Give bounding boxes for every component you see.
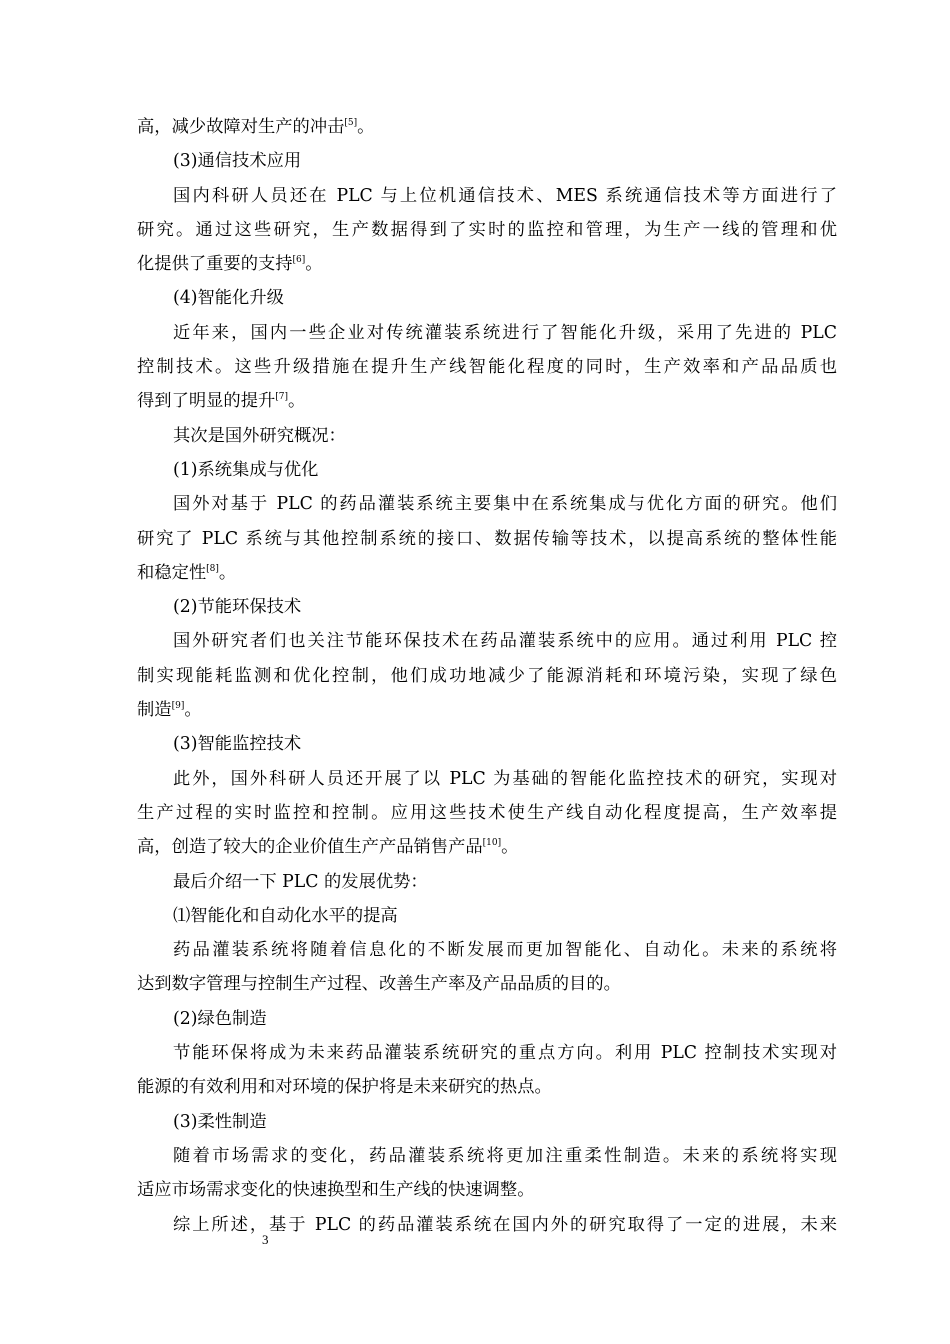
- text-line: [137, 967, 837, 1001]
- paragraph: [137, 487, 837, 590]
- line-punctuation: 。: [305, 254, 323, 275]
- paragraph: [137, 1139, 837, 1208]
- section-heading: [137, 1002, 837, 1036]
- line-text: 国外对基于 PLC 的药品灌装系统主要集中在系统集成与优化方面的研究。他们: [173, 494, 837, 515]
- heading-text: [137, 419, 837, 453]
- citation-reference: [7]: [275, 392, 289, 403]
- heading-text: [137, 727, 837, 761]
- line-punctuation: 。: [501, 837, 519, 858]
- paragraph: [137, 316, 837, 419]
- text-line: [137, 1173, 837, 1207]
- text-line: [137, 384, 837, 418]
- line-text: 高，减少故障对生产的冲击: [137, 117, 345, 137]
- text-line: [137, 624, 837, 658]
- text-line: [137, 693, 837, 727]
- heading-text: [137, 865, 837, 899]
- paragraph: [137, 762, 837, 865]
- line-text: 其次是国外研究概况：: [173, 425, 346, 446]
- text-line: [137, 1070, 837, 1104]
- line-text: 药品灌装系统将随着信息化的不断发展而更加智能化、自动化。未来的系统将: [173, 940, 837, 961]
- line-text: (2)节能环保技术: [173, 597, 302, 618]
- citation-reference: [9]: [171, 701, 185, 712]
- line-punctuation: 。: [218, 562, 237, 583]
- line-punctuation: 。: [184, 700, 202, 721]
- line-text: 适应市场需求变化的快速换型和生产线的快速调整。: [137, 1180, 535, 1201]
- line-text: (1)系统集成与优化: [173, 459, 319, 480]
- line-text: 制造: [137, 700, 172, 721]
- line-text: 制实现能耗监测和优化控制，他们成功地减少了能源消耗和环境污染，实现了绿色: [137, 665, 837, 686]
- section-heading: [137, 419, 837, 453]
- line-text: (3)智能监控技术: [173, 734, 302, 755]
- line-text: 综上所述，基于 PLC 的药品灌装系统在国内外的研究取得了一定的进展，未来: [173, 1214, 837, 1235]
- line-text: 研究。通过这些研究，生产数据得到了实时的监控和管理，为生产一线的管理和优: [137, 219, 837, 240]
- section-heading: [137, 727, 837, 761]
- text-line: [137, 796, 837, 830]
- text-line: [137, 350, 837, 384]
- text-line: [137, 316, 837, 350]
- text-line: [137, 179, 837, 213]
- heading-text: [137, 281, 837, 315]
- line-text: 高，创造了较大的企业价值生产产品销售产品: [137, 837, 483, 858]
- line-text: (4)智能化升级: [173, 288, 284, 309]
- text-line: [137, 659, 837, 693]
- line-text: 达到数字管理与控制生产过程、改善生产率及产品品质的目的。: [137, 974, 621, 995]
- citation-reference: [10]: [482, 838, 502, 849]
- line-text: 国外研究者们也关注节能环保技术在药品灌装系统中的应用。通过利用 PLC 控: [173, 631, 837, 652]
- text-line: [137, 522, 837, 556]
- line-text: 国内科研人员还在 PLC 与上位机通信技术、MES 系统通信技术等方面进行了: [173, 185, 837, 206]
- text-line: [137, 247, 837, 281]
- line-text: 和稳定性: [137, 562, 207, 583]
- section-heading: [137, 281, 837, 315]
- body-text: [137, 110, 837, 1242]
- section-heading: [137, 453, 837, 487]
- line-text: 研究了 PLC 系统与其他控制系统的接口、数据传输等技术，以提高系统的整体性能: [137, 528, 837, 549]
- heading-text: [137, 1105, 837, 1139]
- section-heading: [137, 144, 837, 178]
- text-line: [137, 933, 837, 967]
- line-text: (3)通信技术应用: [173, 151, 302, 172]
- heading-text: [137, 899, 837, 933]
- line-text: 化提供了重要的支持: [137, 254, 293, 275]
- line-text: 能源的有效利用和对环境的保护将是未来研究的热点。: [137, 1077, 552, 1098]
- paragraph: [137, 1208, 837, 1242]
- line-text: 控制技术。这些升级措施在提升生产线智能化程度的同时，生产效率和产品品质也: [137, 357, 837, 378]
- line-text: 近年来，国内一些企业对传统灌装系统进行了智能化升级，采用了先进的 PLC: [173, 322, 837, 343]
- line-text: (3)柔性制造: [173, 1111, 267, 1132]
- line-text: 随着市场需求的变化，药品灌装系统将更加注重柔性制造。未来的系统将实现: [173, 1145, 837, 1166]
- heading-text: [137, 453, 837, 487]
- heading-text: [137, 144, 837, 178]
- line-text: 得到了明显的提升: [137, 391, 276, 412]
- line-text: 生产过程的实时监控和控制。应用这些技术使生产线自动化程度提高，生产效率提: [137, 802, 837, 823]
- paragraph: [137, 1036, 837, 1105]
- citation-reference: [8]: [206, 563, 219, 574]
- text-line: [137, 830, 837, 864]
- paragraph: [137, 933, 837, 1002]
- paragraph: [137, 179, 837, 282]
- text-line: [137, 110, 837, 144]
- line-text: ⑴智能化和自动化水平的提高: [173, 905, 398, 926]
- citation-reference: [5]: [344, 118, 358, 128]
- section-heading: [137, 1105, 837, 1139]
- text-line: [137, 556, 837, 590]
- line-text: 此外，国外科研人员还开展了以 PLC 为基础的智能化监控技术的研究，实现对: [173, 768, 837, 789]
- citation-reference: [6]: [292, 255, 306, 266]
- text-line: [137, 1208, 837, 1242]
- page-number: 3: [262, 1232, 269, 1247]
- line-punctuation: 。: [288, 391, 306, 412]
- heading-text: [137, 1002, 837, 1036]
- section-heading: [137, 899, 837, 933]
- line-text: 节能环保将成为未来药品灌装系统研究的重点方向。利用 PLC 控制技术实现对: [173, 1043, 837, 1064]
- text-line: [137, 1139, 837, 1173]
- text-line: [137, 487, 837, 521]
- section-heading: [137, 865, 837, 899]
- line-text: 最后介绍一下 PLC 的发展优势：: [173, 871, 428, 892]
- heading-text: [137, 590, 837, 624]
- text-line: [137, 762, 837, 796]
- line-text: (2)绿色制造: [173, 1008, 267, 1029]
- paragraph: [137, 624, 837, 727]
- text-line: [137, 1036, 837, 1070]
- text-line: [137, 213, 837, 247]
- section-heading: [137, 590, 837, 624]
- paragraph: [137, 110, 837, 144]
- line-punctuation: 。: [357, 117, 375, 137]
